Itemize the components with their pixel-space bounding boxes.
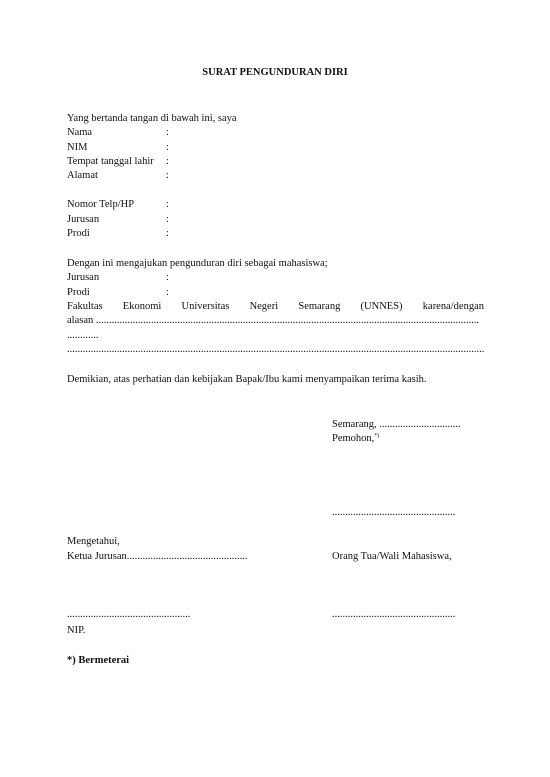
field-label-nim: NIM	[67, 142, 88, 153]
statement-text: Dengan ini mengajukan pengunduran diri sebagai mahasiswa;	[67, 258, 328, 269]
field-colon: :	[166, 156, 169, 167]
field-colon: :	[166, 214, 169, 225]
footnote: *) Bermeterai	[67, 655, 130, 666]
field-label-alamat: Alamat	[67, 170, 98, 181]
applicant-label-line	[332, 432, 379, 445]
parent-label: Orang Tua/Wali Mahasiswa,	[332, 551, 452, 562]
field-colon: :	[166, 127, 169, 138]
reason-dots-continuation: ............	[67, 330, 99, 341]
nip-label: NIP.	[67, 625, 86, 636]
field-colon: :	[166, 228, 169, 239]
faculty-line: Fakultas Ekonomi Universitas Negeri Semarang (UNNES) karena/dengan	[67, 301, 484, 312]
field-label-prodi-2: Prodi	[67, 287, 90, 298]
parent-signature-line: ...............................................	[332, 609, 456, 620]
acknowledged-text: Mengetahui,	[67, 536, 120, 547]
field-colon: :	[166, 199, 169, 210]
field-label-ttl: Tempat tanggal lahir	[67, 156, 154, 167]
reason-dots-line: ...............................................................................................................................................................	[67, 344, 484, 355]
applicant-footnote-mark: *)	[374, 433, 380, 439]
field-label-prodi: Prodi	[67, 228, 90, 239]
field-colon: :	[166, 287, 169, 298]
place-date: Semarang, ...............................	[332, 419, 461, 430]
applicant-label: Pemohon,	[332, 433, 375, 444]
head-of-department: Ketua Jurusan..............................................	[67, 551, 248, 562]
reason-line	[67, 314, 484, 327]
reason-label: alasan	[67, 315, 94, 326]
intro-text: Yang bertanda tangan di bawah ini, saya	[67, 113, 237, 124]
field-label-jurusan: Jurusan	[67, 214, 100, 225]
page-title: SURAT PENGUNDURAN DIRI	[202, 67, 348, 78]
field-colon: :	[166, 272, 169, 283]
field-label-telp: Nomor Telp/HP	[67, 199, 135, 210]
reason-dots: ..................................................................................................................................................	[95, 315, 480, 326]
field-colon: :	[166, 142, 169, 153]
field-colon: :	[166, 170, 169, 181]
closing-text: Demikian, atas perhatian dan kebijakan Bapak/Ibu kami menyampaikan terima kasih.	[67, 374, 427, 385]
field-label-jurusan-2: Jurusan	[67, 272, 100, 283]
applicant-signature-line: ...............................................	[332, 507, 456, 518]
head-signature-line: ...............................................	[67, 609, 191, 620]
field-label-nama: Nama	[67, 127, 93, 138]
